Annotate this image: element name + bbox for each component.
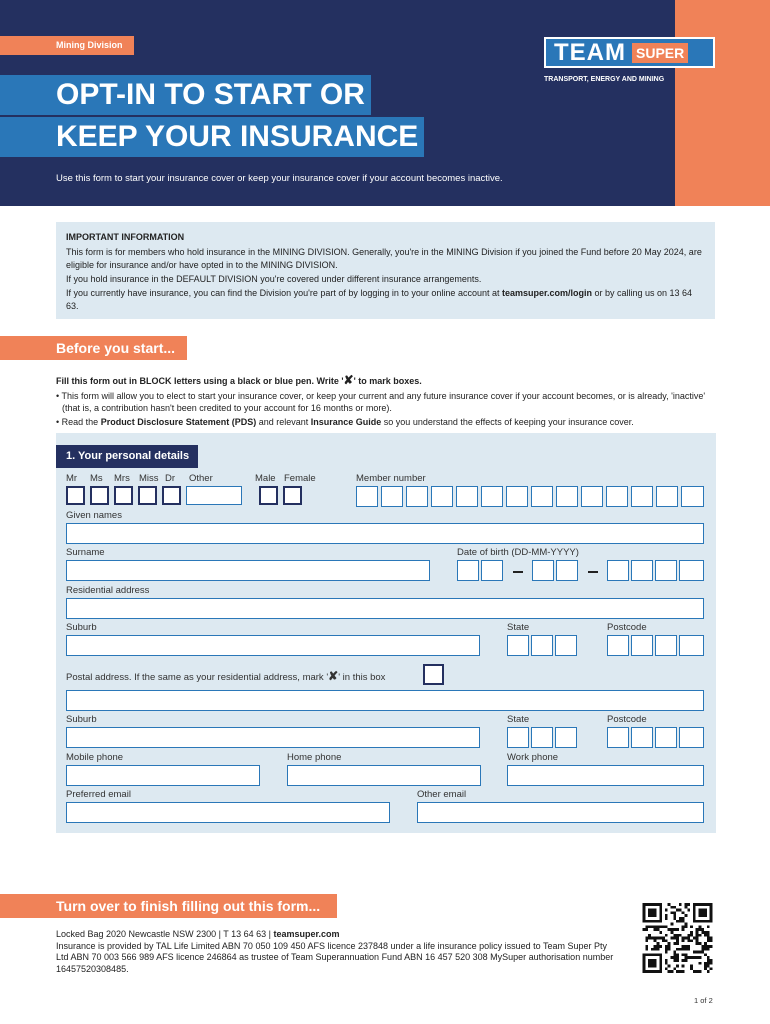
- postal-postcode-box-1[interactable]: [607, 727, 629, 748]
- given-names-input[interactable]: [66, 523, 704, 544]
- title-miss-label: Miss: [139, 473, 159, 484]
- instruction-line: [56, 374, 716, 387]
- member-number-box[interactable]: [506, 486, 528, 507]
- dob-day-1[interactable]: [457, 560, 479, 581]
- member-number-box[interactable]: [481, 486, 503, 507]
- member-number-box[interactable]: [581, 486, 603, 507]
- title-other-input[interactable]: [186, 486, 242, 505]
- member-number-label: Member number: [356, 473, 426, 484]
- state-box-2[interactable]: [531, 635, 553, 656]
- residential-address-input[interactable]: [66, 598, 704, 619]
- important-paragraph-1: This form is for members who hold insurance in the MINING DIVISION. Generally, you're in the MINING Division if you joined the Fund before 20 May 2024, are eligible for insurance and/or have opted in to the MINING DIVISION.: [66, 247, 702, 270]
- gender-female-label: Female: [284, 473, 316, 484]
- before-you-start-heading: Before you start...: [0, 336, 187, 360]
- cross-mark-icon: ✘: [343, 373, 354, 387]
- member-number-box[interactable]: [531, 486, 553, 507]
- important-p3-text: If you currently have insurance, you can find the Division you're part of by logging in to your online account at: [66, 288, 502, 298]
- postal-postcode-box-4[interactable]: [679, 727, 704, 748]
- postal-state-box-1[interactable]: [507, 727, 529, 748]
- bullet-2-mid: and relevant: [256, 417, 311, 427]
- title-other-label: Other: [189, 473, 213, 484]
- state-box-3[interactable]: [555, 635, 577, 656]
- postal-suburb-label: Suburb: [66, 714, 97, 725]
- qr-code-icon: [640, 903, 715, 973]
- dob-month-1[interactable]: [532, 560, 554, 581]
- residential-address-label: Residential address: [66, 585, 150, 596]
- login-link[interactable]: teamsuper.com/login: [501, 288, 592, 298]
- insurance-guide-text: Insurance Guide: [310, 417, 382, 427]
- title-ms-checkbox[interactable]: [90, 486, 109, 505]
- section-1-title: 1. Your personal details: [56, 445, 198, 468]
- postal-state-label: State: [507, 714, 530, 725]
- personal-details-form: [56, 433, 716, 833]
- suburb-label: Suburb: [66, 622, 97, 633]
- member-number-box[interactable]: [681, 486, 704, 507]
- dob-separator-2: [588, 571, 598, 573]
- contact-line: [56, 929, 616, 941]
- postal-text: Postal address. If the same as your residential address, mark ': [66, 672, 329, 683]
- other-email-input[interactable]: [417, 802, 704, 823]
- gender-female-checkbox[interactable]: [283, 486, 302, 505]
- state-box-1[interactable]: [507, 635, 529, 656]
- bullet-2-text: • Read the: [56, 417, 101, 427]
- title-mrs-label: Mrs: [114, 473, 130, 484]
- postal-text-tail: ' in this box: [338, 672, 386, 683]
- preferred-email-input[interactable]: [66, 802, 390, 823]
- postal-state-box-2[interactable]: [531, 727, 553, 748]
- mobile-phone-input[interactable]: [66, 765, 260, 786]
- home-phone-input[interactable]: [287, 765, 481, 786]
- logo-tagline: TRANSPORT, ENERGY AND MINING: [544, 76, 665, 83]
- legal-text: Insurance is provided by TAL Life Limited ABN 70 050 109 450 AFS licence 237848 under a life insurance policy issued to Team Super Pty Ltd ABN 70 003 566 989 AFS licence 246864 as trustee of Team Superannuation Fund ABN 16 457 520 308 MySuper authorisation number 16457520308485.: [56, 940, 614, 974]
- title-ms-label: Ms: [90, 473, 103, 484]
- bullet-2: [56, 416, 716, 428]
- bullet-1: • This form will allow you to elect to start your insurance cover, or keep your current and any future insurance cover if your account becomes, or is already, 'inactive' (that is, a contribution hasn't been credited to your account for 16 months or more).: [56, 391, 706, 413]
- postal-address-input[interactable]: [66, 690, 704, 711]
- title-mr-label: Mr: [66, 473, 78, 484]
- postal-suburb-input[interactable]: [66, 727, 480, 748]
- surname-input[interactable]: [66, 560, 430, 581]
- cross-mark-icon: ✘: [328, 669, 339, 683]
- member-number-box[interactable]: [406, 486, 428, 507]
- dob-label: Date of birth (DD-MM-YYYY): [457, 547, 579, 558]
- important-paragraph-3: [66, 287, 705, 313]
- member-number-box[interactable]: [606, 486, 628, 507]
- given-names-label: Given names: [66, 510, 122, 521]
- state-label: State: [507, 622, 530, 633]
- gender-male-checkbox[interactable]: [259, 486, 278, 505]
- title-dr-label: Dr: [165, 473, 176, 484]
- website-link[interactable]: teamsuper.com: [273, 929, 340, 939]
- postcode-box-3[interactable]: [655, 635, 677, 656]
- suburb-input[interactable]: [66, 635, 480, 656]
- postal-address-label: [66, 669, 385, 683]
- postcode-box-2[interactable]: [631, 635, 653, 656]
- title-miss-checkbox[interactable]: [138, 486, 157, 505]
- other-email-label: Other email: [417, 789, 467, 800]
- postcode-box-4[interactable]: [679, 635, 704, 656]
- dob-year-1[interactable]: [607, 560, 629, 581]
- postal-postcode-label: Postcode: [607, 714, 647, 725]
- dob-separator-1: [513, 571, 523, 573]
- title-mrs-checkbox[interactable]: [114, 486, 133, 505]
- dob-year-2[interactable]: [631, 560, 653, 581]
- instruction-text: Fill this form out in BLOCK letters using a black or blue pen. Write ': [56, 376, 344, 386]
- postal-same-checkbox[interactable]: [423, 664, 444, 685]
- title-dr-checkbox[interactable]: [162, 486, 181, 505]
- member-number-box[interactable]: [431, 486, 453, 507]
- postal-state-box-3[interactable]: [555, 727, 577, 748]
- page-title-line-1: OPT-IN TO START OR: [0, 75, 371, 115]
- preferred-email-label: Preferred email: [66, 789, 131, 800]
- member-number-box[interactable]: [556, 486, 578, 507]
- work-phone-label: Work phone: [507, 752, 559, 763]
- page-title-line-2: KEEP YOUR INSURANCE: [0, 117, 424, 157]
- instructions: [56, 374, 716, 428]
- surname-label: Surname: [66, 547, 105, 558]
- dob-year-4[interactable]: [679, 560, 704, 581]
- member-number-box[interactable]: [656, 486, 678, 507]
- intro-text: Use this form to start your insurance cover or keep your insurance cover if your account becomes inactive.: [56, 173, 503, 184]
- important-information-box: [56, 222, 715, 319]
- header-accent-strip: [675, 0, 770, 206]
- member-number-box[interactable]: [631, 486, 653, 507]
- team-super-logo: [544, 37, 715, 68]
- turn-over-heading: Turn over to finish filling out this form...: [0, 894, 337, 918]
- important-paragraph-2: If you hold insurance in the DEFAULT DIVISION you're covered under different insurance arrangements.: [66, 274, 482, 284]
- gender-male-label: Male: [255, 473, 276, 484]
- page-number: 1 of 2: [694, 996, 713, 1005]
- important-heading: IMPORTANT INFORMATION: [66, 232, 185, 242]
- bullet-2-tail: so you understand the effects of keeping your insurance cover.: [381, 417, 634, 427]
- postal-postcode-box-2[interactable]: [631, 727, 653, 748]
- title-mr-checkbox[interactable]: [66, 486, 85, 505]
- member-number-box[interactable]: [356, 486, 378, 507]
- pds-text: Product Disclosure Statement (PDS): [100, 417, 257, 427]
- footer-text: [56, 929, 616, 975]
- important-p3-tail: or by calling us on 13 64 63.: [66, 288, 693, 311]
- home-phone-label: Home phone: [287, 752, 342, 763]
- instruction-text-tail: ' to mark boxes.: [353, 376, 422, 386]
- logo-super-text: SUPER: [632, 43, 688, 63]
- dob-day-2[interactable]: [481, 560, 503, 581]
- postal-postcode-box-3[interactable]: [655, 727, 677, 748]
- postcode-box-1[interactable]: [607, 635, 629, 656]
- member-number-box[interactable]: [381, 486, 403, 507]
- member-number-box[interactable]: [456, 486, 478, 507]
- logo-team-text: TEAM: [554, 38, 626, 66]
- dob-year-3[interactable]: [655, 560, 677, 581]
- mobile-phone-label: Mobile phone: [66, 752, 124, 763]
- division-tag: Mining Division: [0, 36, 134, 55]
- work-phone-input[interactable]: [507, 765, 704, 786]
- dob-month-2[interactable]: [556, 560, 578, 581]
- postcode-label: Postcode: [607, 622, 647, 633]
- contact-text: Locked Bag 2020 Newcastle NSW 2300 | T 13 64 63 |: [56, 929, 274, 939]
